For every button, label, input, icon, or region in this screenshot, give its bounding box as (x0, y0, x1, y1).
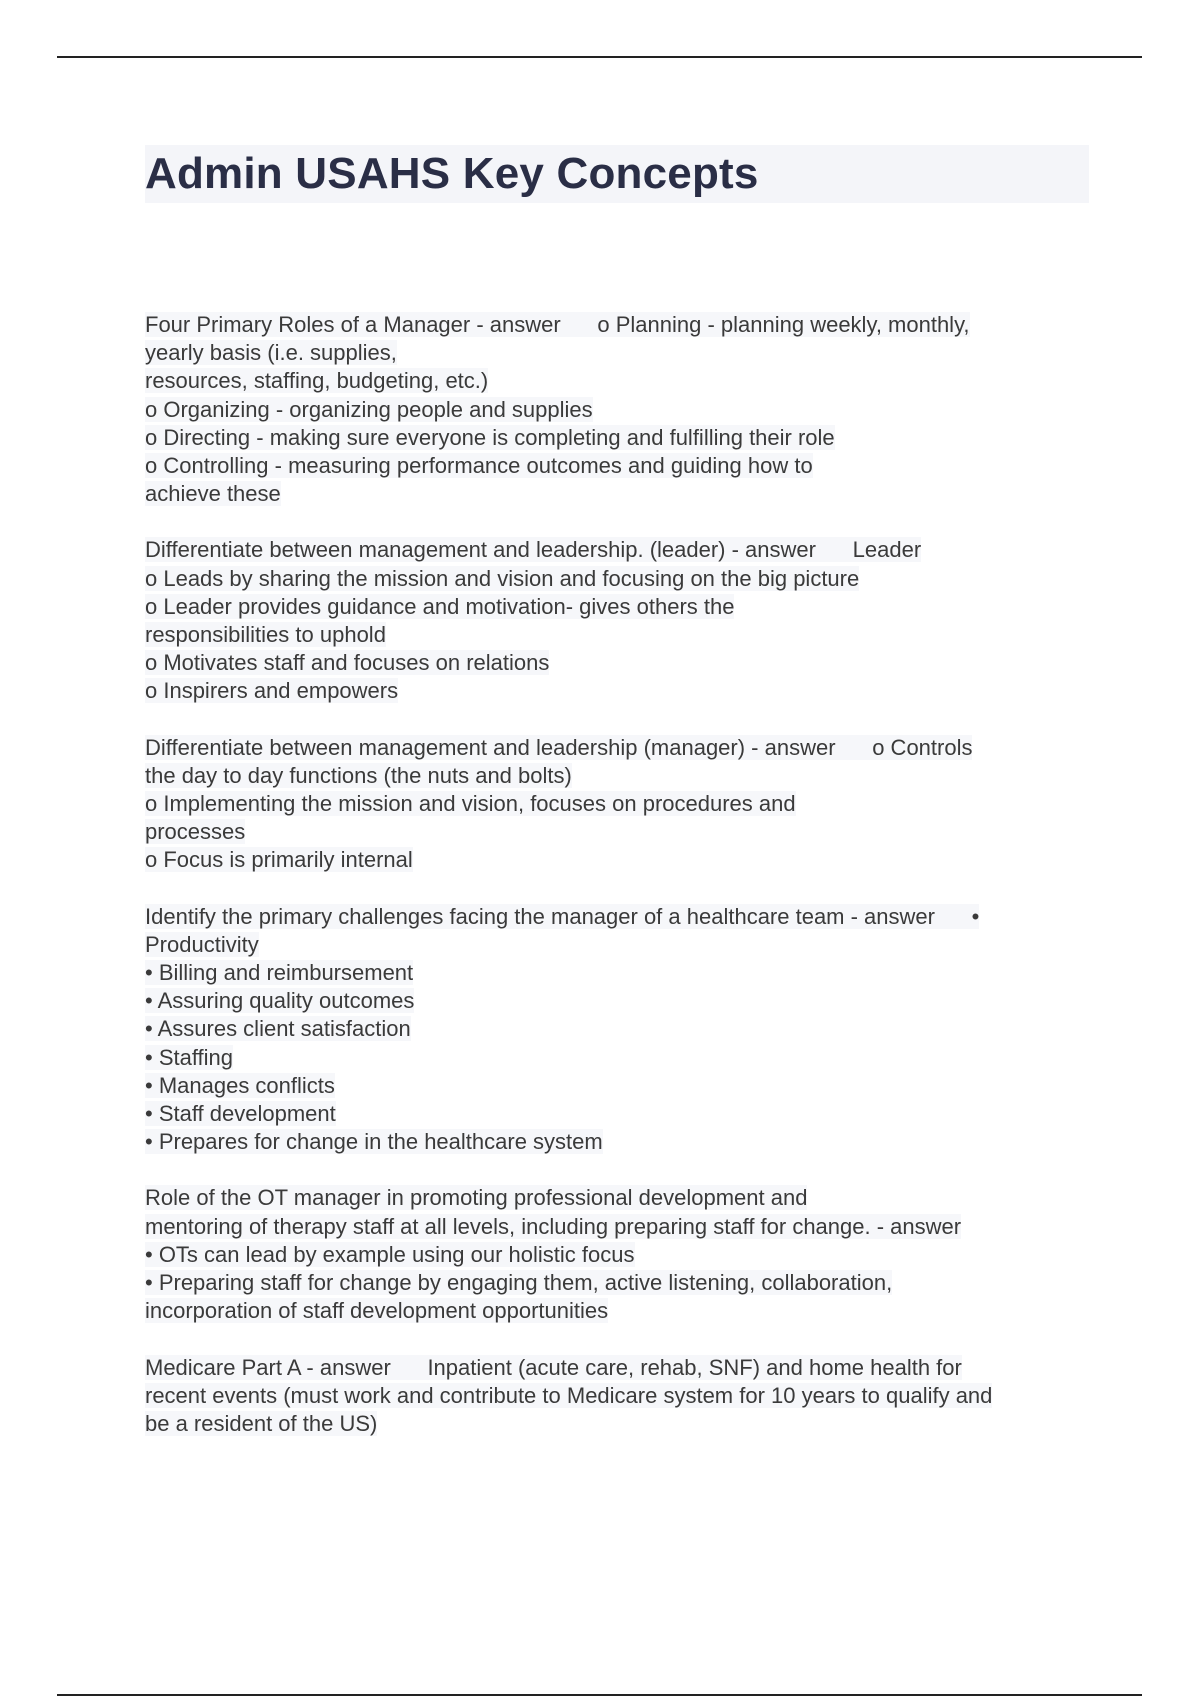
card-line: Four Primary Roles of a Manager - answer o Planning - planning weekly, monthly, (145, 312, 970, 337)
flashcard-list (145, 311, 1085, 1466)
card-line: o Organizing - organizing people and supplies (145, 396, 593, 422)
flashcard-manager (145, 734, 1085, 875)
card-line: Differentiate between management and leadership (manager) - answer o Controls (145, 734, 973, 760)
card-line: o Directing - making sure everyone is completing and fulfilling their role (145, 424, 835, 450)
card-line: • Preparing staff for change by engaging them, active listening, collaboration, (145, 1270, 893, 1296)
card-line: recent events (must work and contribute to Medicare system for 10 years to qualify and (145, 1382, 993, 1408)
card-line: o Focus is primarily internal (145, 847, 413, 873)
card-line: Identify the primary challenges facing the manager of a healthcare team - answer • (145, 903, 980, 929)
card-line: • Manages conflicts (145, 1072, 335, 1098)
document-title: Admin USAHS Key Concepts (145, 149, 759, 198)
card-line: o Motivates staff and focuses on relations (145, 650, 550, 676)
card-line: • Billing and reimbursement (145, 960, 414, 986)
card-line: responsibilities to uphold (145, 622, 386, 648)
card-line: mentoring of therapy staff at all levels, including preparing staff for change. - answer (145, 1213, 962, 1239)
card-line: o Implementing the mission and vision, focuses on procedures and (145, 791, 796, 817)
card-line: incorporation of staff development opportunities (145, 1298, 609, 1324)
card-line: • Assuring quality outcomes (145, 988, 415, 1014)
flashcard-ot-manager-role (145, 1184, 1085, 1325)
card-line: be a resident of the US) (145, 1410, 378, 1436)
card-line: o Leads by sharing the mission and vision and focusing on the big picture (145, 565, 860, 591)
card-line: • Assures client satisfaction (145, 1016, 411, 1042)
card-line: Differentiate between management and leadership. (leader) - answer Leader (145, 537, 922, 563)
card-line: the day to day functions (the nuts and bolts) (145, 762, 572, 788)
card-line: Productivity (145, 931, 259, 957)
bottom-divider (57, 1694, 1142, 1696)
card-line: Role of the OT manager in promoting professional development and (145, 1185, 808, 1211)
flashcard-leader (145, 536, 1085, 705)
flashcard-medicare-part-a (145, 1354, 1085, 1439)
flashcard-challenges (145, 903, 1085, 1157)
flashcard-manager-roles (145, 311, 1085, 508)
card-line: • OTs can lead by example using our holistic focus (145, 1241, 635, 1267)
card-line: • Staffing (145, 1044, 234, 1070)
card-line: o Inspirers and empowers (145, 678, 399, 704)
card-line: resources, staffing, budgeting, etc.) (145, 368, 489, 394)
card-line: • Staff development (145, 1101, 336, 1127)
card-line: Medicare Part A - answer Inpatient (acute care, rehab, SNF) and home health for (145, 1354, 962, 1380)
card-line: o Leader provides guidance and motivation- gives others the (145, 593, 735, 619)
card-line: yearly basis (i.e. supplies, (145, 340, 397, 366)
card-line: • Prepares for change in the healthcare system (145, 1129, 603, 1155)
top-divider (57, 56, 1142, 58)
card-line: o Controlling - measuring performance outcomes and guiding how to (145, 453, 813, 479)
card-line: achieve these (145, 481, 281, 507)
card-line: processes (145, 819, 246, 845)
